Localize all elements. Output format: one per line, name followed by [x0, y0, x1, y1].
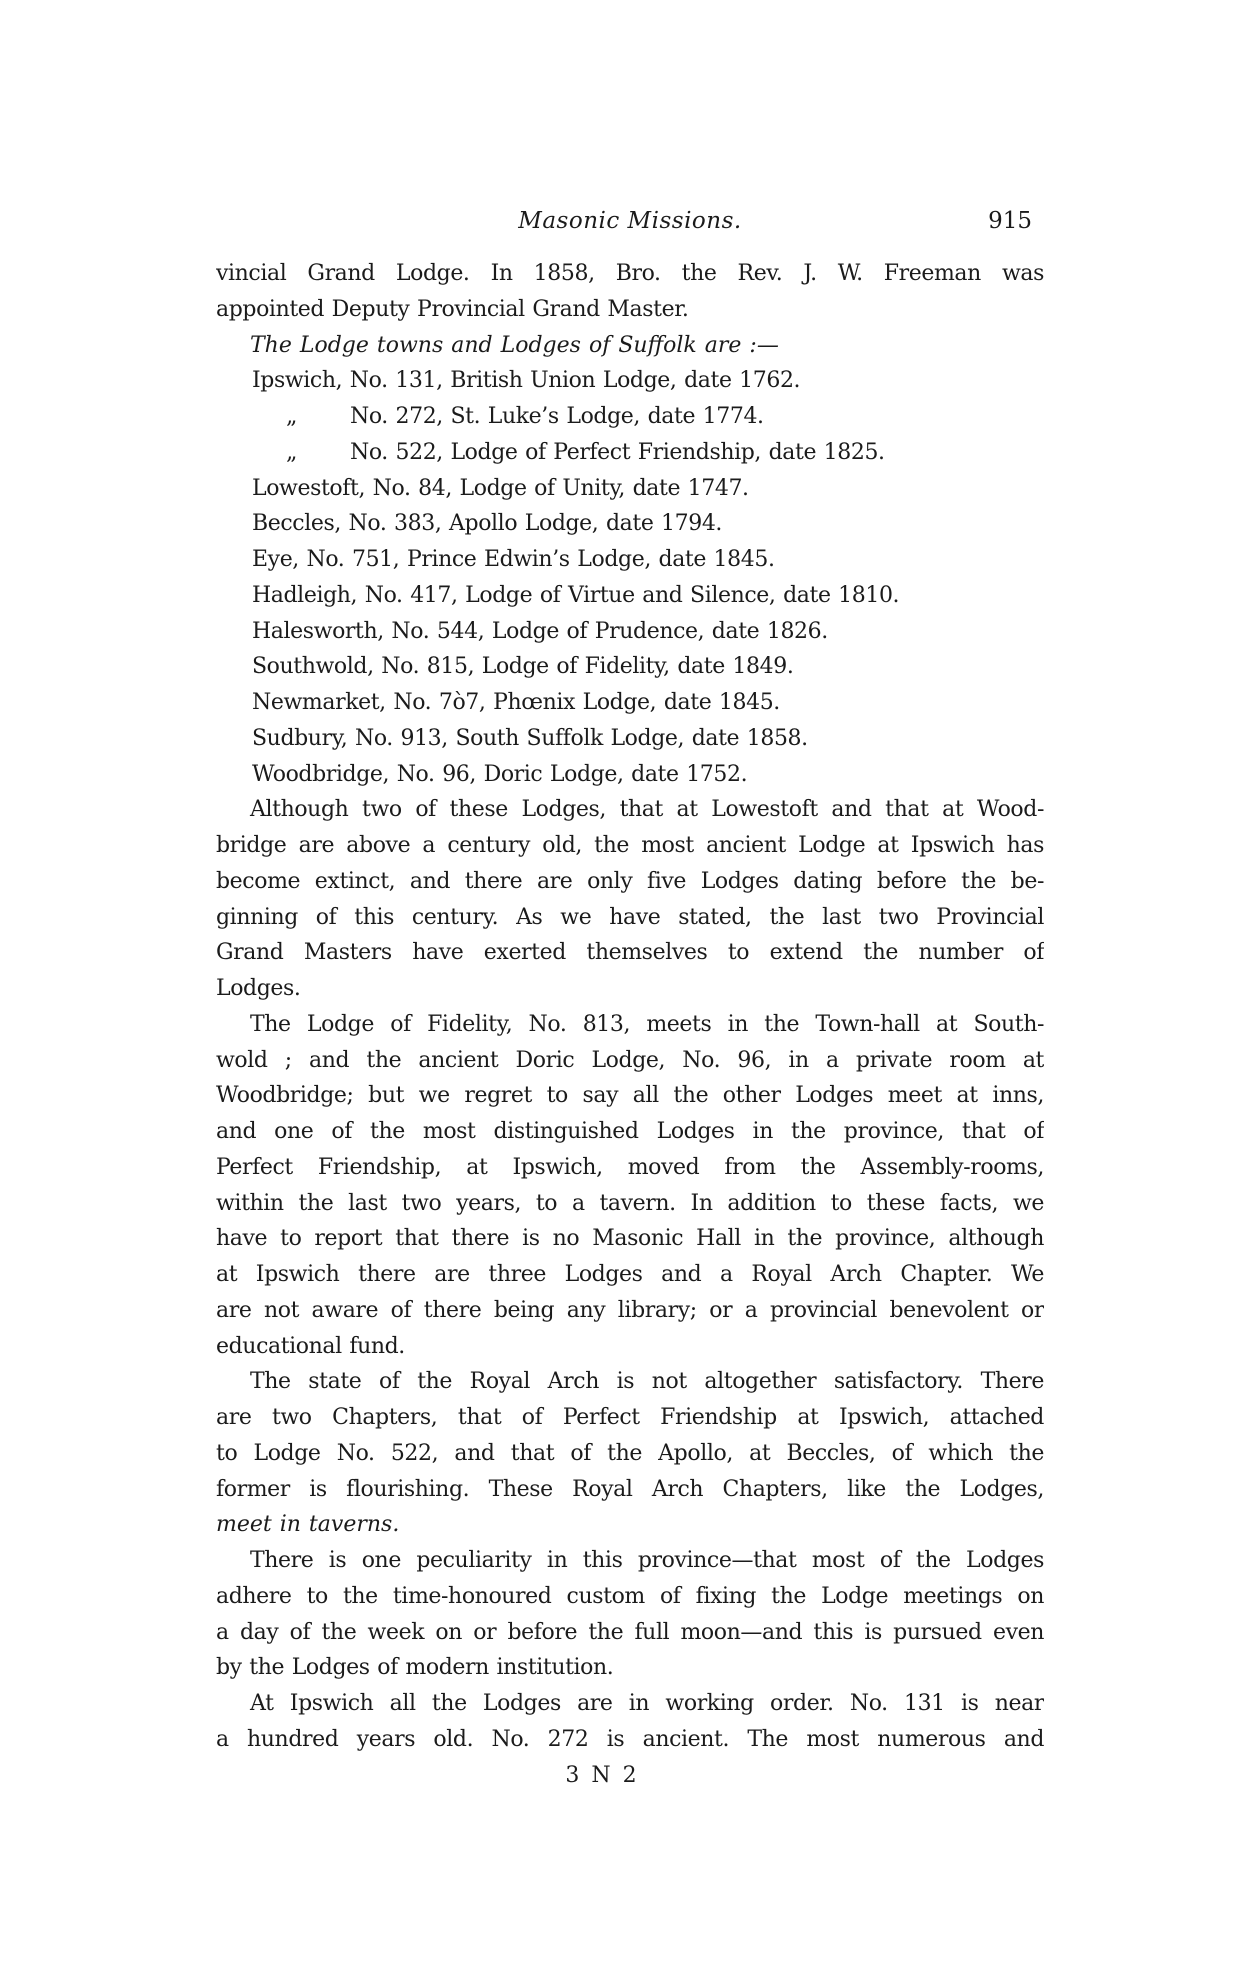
running-title: Masonic Missions.	[518, 208, 742, 234]
text-line: become extinct, and there are only five Lodges dating before the be-	[216, 868, 1044, 894]
text-line: Although two of these Lodges, that at Lowestoft and that at Wood-	[250, 797, 1044, 823]
text-line: a day of the week on or before the full moon—and this is pursued even	[216, 1619, 1044, 1645]
lodge-list	[216, 363, 1044, 792]
text-line: a hundred years old. No. 272 is ancient. The most numerous and	[216, 1726, 1044, 1752]
paragraph	[216, 256, 1044, 328]
text-line: former is flourishing. These Royal Arch Chapters, like the Lodges,	[216, 1476, 1044, 1502]
list-intro-line: The Lodge towns and Lodges of Suffolk are :—	[250, 332, 779, 358]
paragraph	[216, 1007, 1044, 1365]
signature-mark: 3 N 2	[565, 1762, 639, 1788]
lodge-text: No. 522, Lodge of Perfect Friendship, date 1825.	[350, 439, 885, 465]
lodge-list-item: Newmarket, No. 7ò7, Phœnix Lodge, date 1845.	[252, 690, 780, 715]
lodge-list-item: Hadleigh, No. 417, Lodge of Virtue and Silence, date 1810.	[252, 582, 900, 608]
lodge-list-item: Lowestoft, No. 84, Lodge of Unity, date 1747.	[252, 475, 749, 501]
lodge-list-item: Woodbridge, No. 96, Doric Lodge, date 1752.	[252, 761, 748, 787]
text-line: have to report that there is no Masonic Hall in the province, although	[216, 1226, 1044, 1252]
text-line: are not aware of there being any library; or a provincial benevolent or	[216, 1297, 1044, 1323]
text-line: by the Lodges of modern institution.	[216, 1655, 614, 1681]
text-line: and one of the most distinguished Lodges in the province, that of	[216, 1119, 1044, 1144]
text-line: Woodbridge; but we regret to say all the other Lodges meet at inns,	[216, 1083, 1044, 1109]
lodge-list-item	[216, 435, 1044, 471]
lodge-list-item: Halesworth, No. 544, Lodge of Prudence, date 1826.	[252, 618, 828, 644]
text-line: The Lodge of Fidelity, No. 813, meets in the Town-hall at South-	[250, 1011, 1044, 1037]
lodge-list-item: Beccles, No. 383, Apollo Lodge, date 1794.	[252, 511, 723, 537]
lodge-list-item: Sudbury, No. 913, South Suffolk Lodge, date 1858.	[252, 725, 808, 751]
text-line: to Lodge No. 522, and that of the Apollo, at Beccles, of which the	[216, 1440, 1044, 1466]
lodge-list-item: Ipswich, No. 131, British Union Lodge, date 1762.	[252, 368, 801, 394]
paragraph	[216, 1543, 1044, 1686]
lodge-list-item	[216, 399, 1044, 435]
ditto-mark: „	[286, 439, 297, 465]
text-line: at Ipswich there are three Lodges and a Royal Arch Chapter. We	[216, 1262, 1044, 1287]
text-line: Grand Masters have exerted themselves to extend the number of	[216, 940, 1044, 966]
ditto-mark: „	[286, 404, 297, 429]
text-line: Lodges.	[216, 976, 301, 1001]
text-line: wold ; and the ancient Doric Lodge, No. 96, in a private room at	[216, 1047, 1044, 1073]
text-line: ginning of this century. As we have stated, the last two Provincial	[216, 904, 1044, 930]
text-line: bridge are above a century old, the most ancient Lodge at Ipswich has	[216, 833, 1044, 858]
page-number: 915	[988, 208, 1032, 234]
text-line: educational fund.	[216, 1333, 405, 1359]
paragraph	[216, 792, 1044, 1007]
lodge-list-item: Eye, No. 751, Prince Edwin’s Lodge, date 1845.	[252, 547, 775, 572]
page-header	[216, 205, 1044, 237]
text-line: Perfect Friendship, at Ipswich, moved from the Assembly-rooms,	[216, 1154, 1044, 1180]
lodge-list-item: Southwold, No. 815, Lodge of Fidelity, date 1849.	[252, 654, 794, 680]
text-column	[216, 205, 1044, 1793]
text-line: The state of the Royal Arch is not altogether satisfactory. There	[250, 1369, 1044, 1395]
text-line: meet in taverns.	[216, 1512, 400, 1538]
paragraph	[216, 1364, 1044, 1543]
text-line: within the last two years, to a tavern. In addition to these facts, we	[216, 1190, 1044, 1216]
text-line: At Ipswich all the Lodges are in working order. No. 131 is near	[250, 1691, 1044, 1716]
text-line: There is one peculiarity in this province—that most of the Lodges	[250, 1548, 1044, 1573]
text-line: adhere to the time-honoured custom of fixing the Lodge meetings on	[216, 1583, 1044, 1609]
paragraph	[216, 1686, 1044, 1758]
page-body	[216, 256, 1044, 1793]
text-line: vincial Grand Lodge. In 1858, Bro. the Rev. J. W. Freeman was	[216, 261, 1044, 286]
text-line: appointed Deputy Provincial Grand Master.	[216, 296, 689, 322]
lodge-text: No. 272, St. Luke’s Lodge, date 1774.	[350, 404, 764, 429]
text-line: are two Chapters, that of Perfect Friendship at Ipswich, attached	[216, 1405, 1044, 1430]
